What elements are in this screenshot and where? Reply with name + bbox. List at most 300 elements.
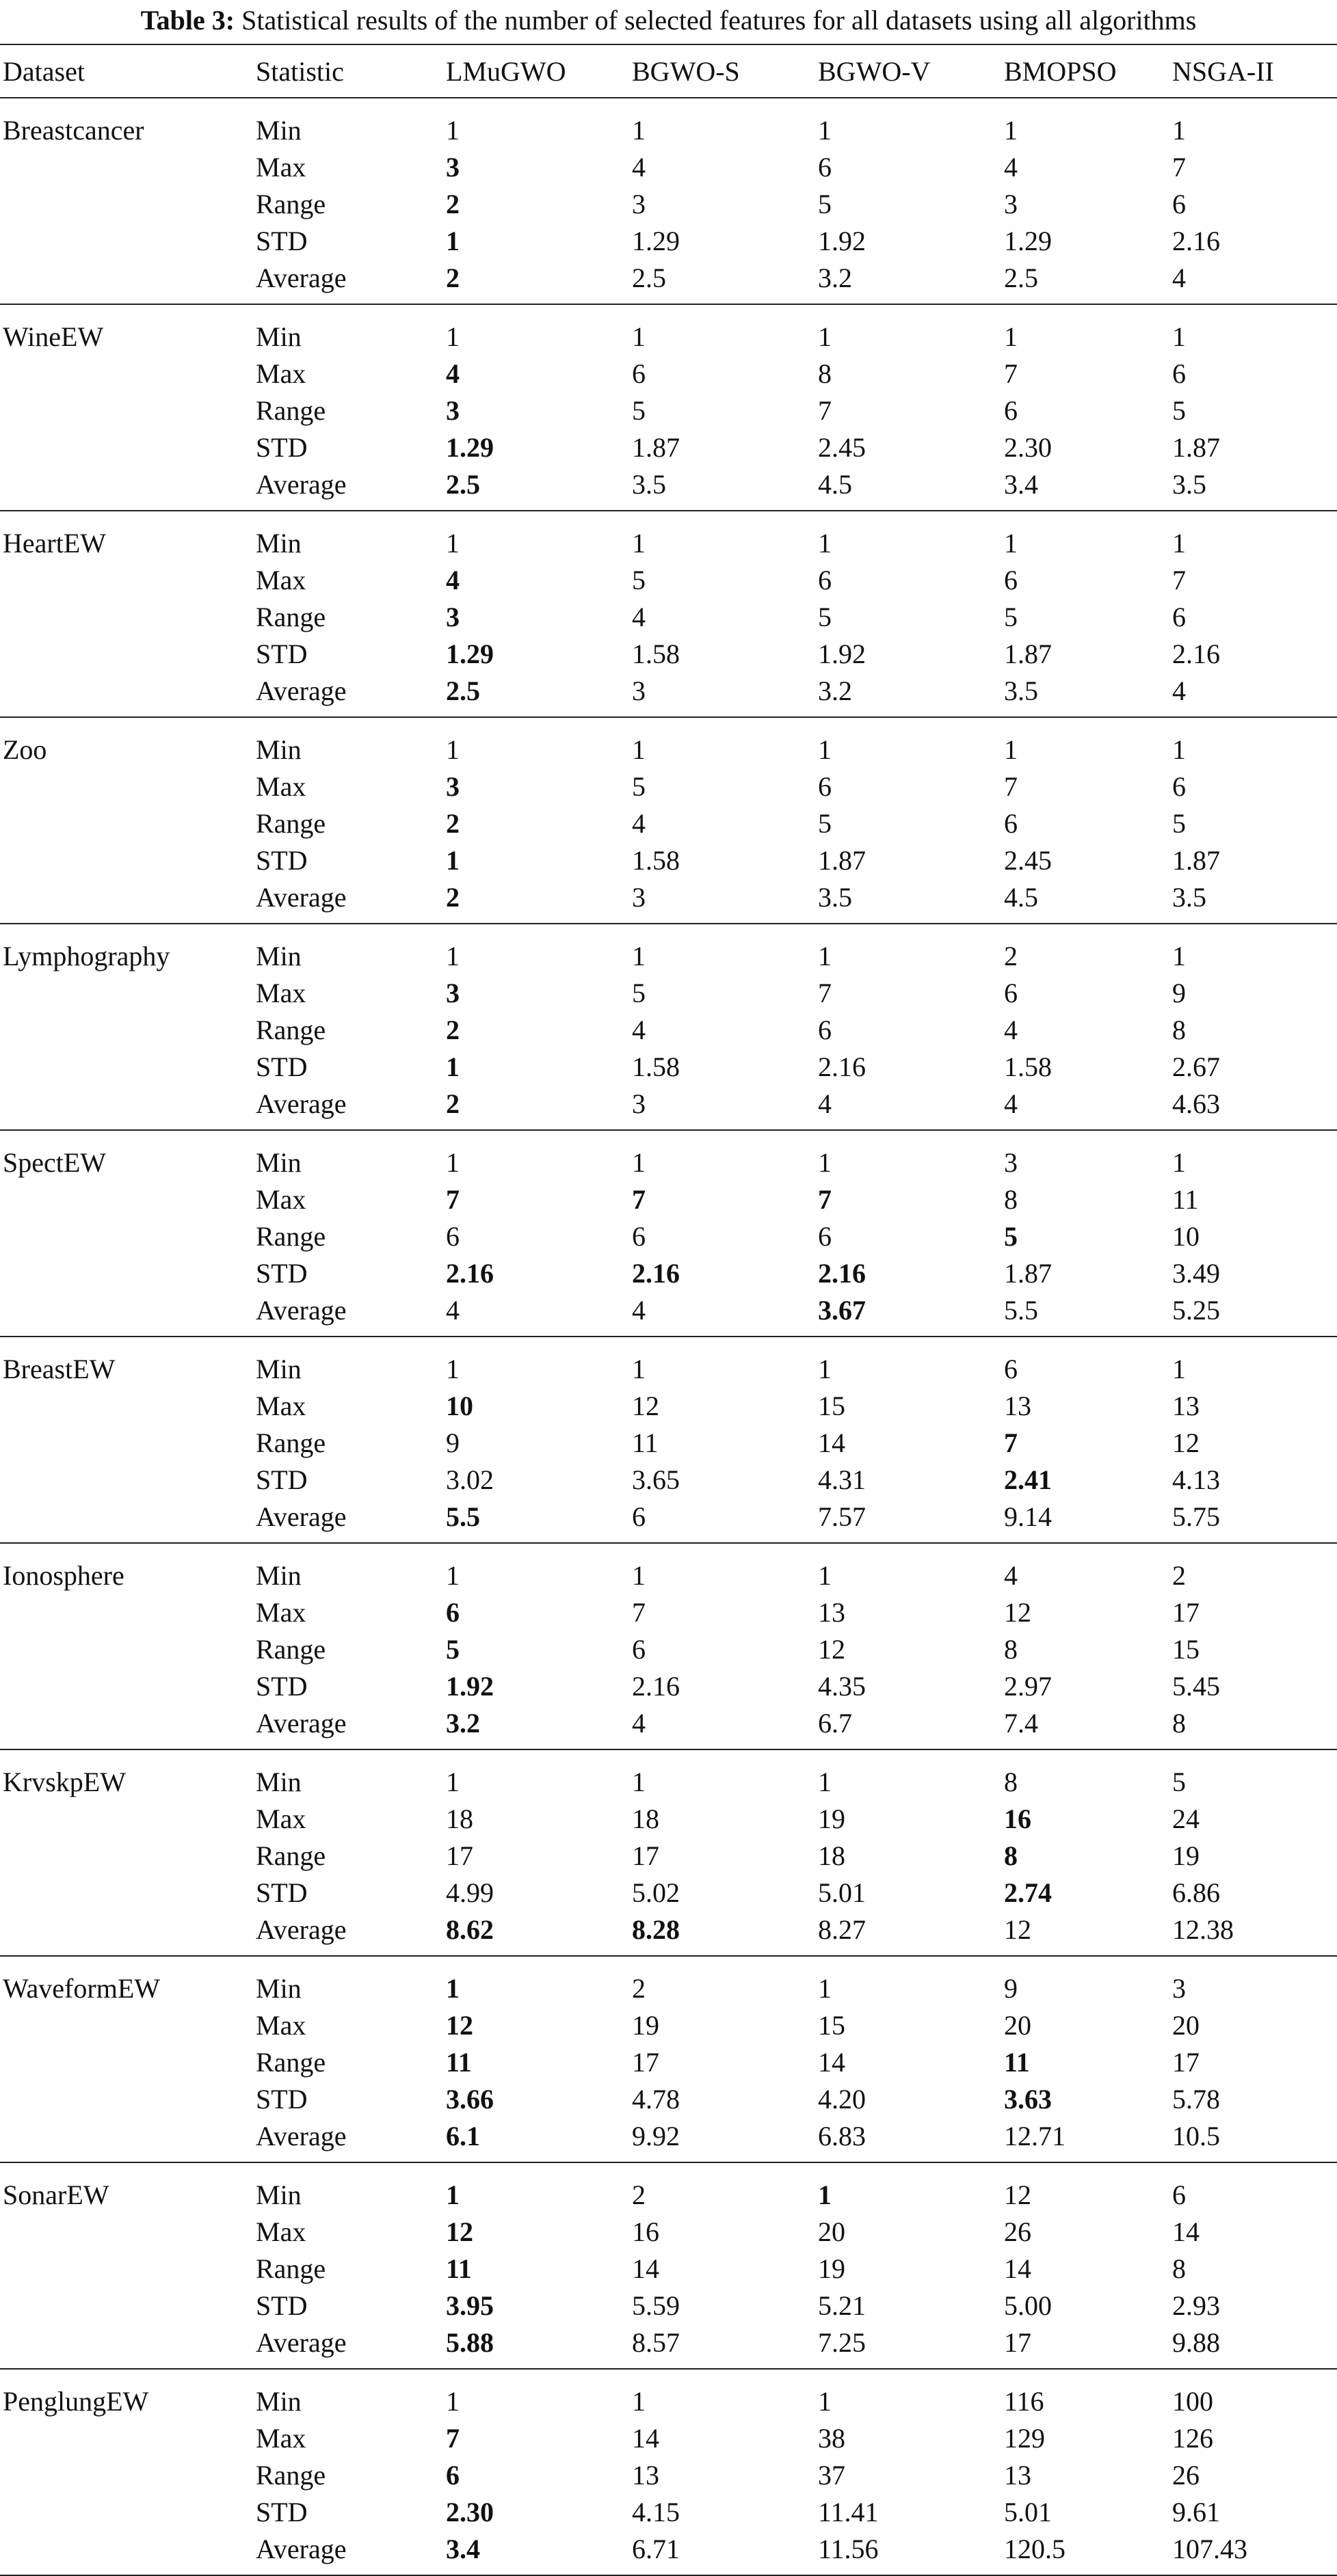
header-dataset: Dataset xyxy=(0,44,253,98)
value-cell: 4.78 xyxy=(632,2084,680,2115)
value-cell: 1 xyxy=(632,115,646,146)
value-cell: 7 xyxy=(632,1597,646,1628)
statistic-label: Max xyxy=(256,152,306,183)
value-cell: 9.61 xyxy=(1172,2497,1220,2527)
value-cell: 2.16 xyxy=(632,1671,680,1702)
value-cell: 18 xyxy=(818,1840,845,1871)
dataset-name: WineEW xyxy=(3,321,104,352)
value-cell: 4 xyxy=(1001,1086,1169,1130)
value-cell: 1.58 xyxy=(1004,1051,1052,1082)
value-cell: 17 xyxy=(1172,2047,1200,2078)
dataset-cell-empty xyxy=(0,1049,253,1086)
value-cell: 12 xyxy=(1172,1427,1200,1458)
value-cell: 1 xyxy=(446,845,460,876)
value-cell: 12 xyxy=(446,2010,473,2041)
value-cell: 3 xyxy=(446,152,460,183)
statistic-label: Min xyxy=(256,2386,302,2417)
value-cell: 20 xyxy=(1172,2010,1200,2041)
statistic-label: Min xyxy=(256,1973,302,2004)
dataset-name: Zoo xyxy=(3,734,47,765)
table-row xyxy=(0,2214,1337,2251)
value-cell: 1 xyxy=(818,1560,832,1591)
table-row xyxy=(0,1218,1337,1255)
value-cell: 6 xyxy=(1172,602,1186,632)
value-cell: 3 xyxy=(1004,189,1018,219)
value-cell: 1 xyxy=(632,941,646,971)
value-cell: 6 xyxy=(1004,395,1018,426)
value-cell: 4 xyxy=(632,808,646,839)
value-cell: 1 xyxy=(446,226,460,256)
value-cell: 7.25 xyxy=(815,2324,1001,2369)
dataset-cell-empty xyxy=(0,673,253,717)
value-cell: 3 xyxy=(446,771,460,802)
value-cell: 17 xyxy=(632,1840,659,1871)
value-cell: 1 xyxy=(818,115,832,146)
value-cell: 5.5 xyxy=(1001,1292,1169,1337)
value-cell: 7 xyxy=(446,1184,460,1215)
value-cell: 6 xyxy=(632,1221,646,1252)
statistic-label: STD xyxy=(256,1671,308,1702)
table-row xyxy=(0,717,1337,768)
statistic-label: STD xyxy=(256,2084,308,2115)
table-row xyxy=(0,842,1337,879)
table-row xyxy=(0,2251,1337,2287)
value-cell: 1 xyxy=(632,1354,646,1384)
statistic-label: Average xyxy=(253,1086,443,1130)
value-cell: 12 xyxy=(446,2216,473,2247)
value-cell: 17 xyxy=(1001,2324,1169,2369)
value-cell: 1 xyxy=(446,321,460,352)
value-cell: 3.5 xyxy=(1001,673,1169,717)
value-cell: 2.16 xyxy=(1172,226,1220,256)
dataset-cell-empty xyxy=(0,1218,253,1255)
table-row xyxy=(0,599,1337,636)
value-cell: 5.21 xyxy=(818,2290,866,2321)
dataset-cell-empty xyxy=(0,805,253,842)
value-cell: 4 xyxy=(632,152,646,183)
value-cell: 6 xyxy=(1172,358,1186,389)
value-cell: 6 xyxy=(818,152,832,183)
statistic-label: Max xyxy=(256,2216,306,2247)
header-nsga-ii: NSGA-II xyxy=(1169,44,1337,98)
value-cell: 17 xyxy=(632,2047,659,2078)
value-cell: 7 xyxy=(1004,358,1018,389)
statistic-label: Range xyxy=(256,2253,326,2284)
value-cell: 3.5 xyxy=(629,466,815,511)
table-caption xyxy=(0,0,1337,44)
dataset-name: WaveformEW xyxy=(3,1973,160,2004)
table-row xyxy=(0,260,1337,304)
value-cell: 1 xyxy=(1172,1147,1186,1178)
value-cell: 1 xyxy=(632,528,646,559)
value-cell: 1.87 xyxy=(1004,639,1052,669)
dataset-cell-empty xyxy=(0,2324,253,2369)
statistic-label: Max xyxy=(256,1184,306,1215)
value-cell: 13 xyxy=(1004,1391,1031,1421)
value-cell: 4.35 xyxy=(818,1671,866,1702)
value-cell: 8 xyxy=(1172,2253,1186,2284)
table-row xyxy=(0,2494,1337,2531)
value-cell: 4 xyxy=(446,565,460,595)
value-cell: 1 xyxy=(1172,528,1186,559)
value-cell: 19 xyxy=(1172,1840,1200,1871)
statistic-label: STD xyxy=(256,1877,308,1908)
statistic-label: STD xyxy=(256,1051,308,1082)
statistic-label: Min xyxy=(256,941,302,971)
table-caption-text: Statistical results of the number of selected features for all datasets using all algorithms xyxy=(241,5,1197,36)
statistic-label: Range xyxy=(256,189,326,219)
table-row xyxy=(0,429,1337,466)
value-cell: 1.92 xyxy=(818,226,866,256)
table-row xyxy=(0,2081,1337,2118)
value-cell: 8 xyxy=(1169,1705,1337,1749)
value-cell: 7 xyxy=(1004,1427,1018,1458)
statistic-label: Max xyxy=(256,565,306,595)
value-cell: 5 xyxy=(1172,395,1186,426)
value-cell: 13 xyxy=(1004,2460,1031,2491)
value-cell: 11.56 xyxy=(815,2531,1001,2575)
value-cell: 3.5 xyxy=(815,879,1001,924)
value-cell: 12.71 xyxy=(1001,2118,1169,2162)
statistic-label: Range xyxy=(256,1427,326,1458)
value-cell: 1 xyxy=(818,528,832,559)
value-cell: 2.16 xyxy=(446,1258,494,1289)
value-cell: 1 xyxy=(1172,321,1186,352)
value-cell: 7.57 xyxy=(815,1499,1001,1543)
value-cell: 5 xyxy=(1004,602,1018,632)
dataset-cell-empty xyxy=(0,1292,253,1337)
value-cell: 1 xyxy=(632,1767,646,1797)
dataset-cell-empty xyxy=(0,975,253,1012)
value-cell: 1 xyxy=(446,1767,460,1797)
value-cell: 2.5 xyxy=(443,673,629,717)
header-bmopso: BMOPSO xyxy=(1001,44,1169,98)
value-cell: 6 xyxy=(446,1221,460,1252)
value-cell: 19 xyxy=(632,2010,659,2041)
value-cell: 5 xyxy=(818,602,832,632)
value-cell: 3.5 xyxy=(1169,466,1337,511)
dataset-cell-empty xyxy=(0,223,253,260)
value-cell: 1 xyxy=(446,734,460,765)
value-cell: 2.16 xyxy=(818,1258,866,1289)
value-cell: 2 xyxy=(443,1086,629,1130)
value-cell: 5.02 xyxy=(632,1877,680,1908)
value-cell: 10 xyxy=(1172,1221,1200,1252)
value-cell: 8.27 xyxy=(815,1911,1001,1956)
value-cell: 10.5 xyxy=(1169,2118,1337,2162)
value-cell: 6.83 xyxy=(815,2118,1001,2162)
value-cell: 12 xyxy=(1001,1911,1169,1956)
value-cell: 5.88 xyxy=(443,2324,629,2369)
header-lmugwo: LMuGWO xyxy=(443,44,629,98)
value-cell: 14 xyxy=(632,2253,659,2284)
table-row xyxy=(0,2044,1337,2081)
table-row xyxy=(0,924,1337,975)
value-cell: 5 xyxy=(818,808,832,839)
value-cell: 3.4 xyxy=(1001,466,1169,511)
value-cell: 4 xyxy=(1169,260,1337,304)
table-caption-label: Table 3: xyxy=(140,5,235,36)
value-cell: 1.87 xyxy=(1172,845,1220,876)
value-cell: 2.93 xyxy=(1172,2290,1220,2321)
statistic-label: Min xyxy=(256,2179,302,2210)
value-cell: 17 xyxy=(446,1840,473,1871)
dataset-cell-empty xyxy=(0,2044,253,2081)
header-statistic: Statistic xyxy=(253,44,443,98)
dataset-cell-empty xyxy=(0,1705,253,1749)
value-cell: 2.45 xyxy=(818,432,866,463)
statistic-label: STD xyxy=(256,639,308,669)
value-cell: 3 xyxy=(446,395,460,426)
value-cell: 1.29 xyxy=(446,639,494,669)
table-row xyxy=(0,1668,1337,1705)
value-cell: 1 xyxy=(446,1051,460,1082)
value-cell: 13 xyxy=(1172,1391,1200,1421)
value-cell: 20 xyxy=(818,2216,845,2247)
value-cell: 3.49 xyxy=(1172,1258,1220,1289)
value-cell: 6 xyxy=(818,565,832,595)
value-cell: 6.86 xyxy=(1172,1877,1220,1908)
value-cell: 3 xyxy=(629,673,815,717)
value-cell: 3 xyxy=(629,1086,815,1130)
dataset-cell-empty xyxy=(0,1181,253,1218)
dataset-cell-empty xyxy=(0,2494,253,2531)
dataset-cell-empty xyxy=(0,429,253,466)
header-row xyxy=(0,44,1337,98)
dataset-name: Breastcancer xyxy=(3,115,144,146)
dataset-cell-empty xyxy=(0,1594,253,1631)
value-cell: 26 xyxy=(1172,2460,1200,2491)
dataset-cell-empty xyxy=(0,2214,253,2251)
value-cell: 15 xyxy=(818,1391,845,1421)
value-cell: 2.30 xyxy=(446,2497,494,2527)
value-cell: 7 xyxy=(1172,565,1186,595)
value-cell: 11 xyxy=(446,2253,472,2284)
value-cell: 17 xyxy=(1172,1597,1200,1628)
statistic-label: Average xyxy=(253,1499,443,1543)
value-cell: 6.7 xyxy=(815,1705,1001,1749)
value-cell: 12 xyxy=(1004,1597,1031,1628)
value-cell: 2.5 xyxy=(629,260,815,304)
table-row xyxy=(0,636,1337,673)
value-cell: 2.16 xyxy=(818,1051,866,1082)
statistic-label: Average xyxy=(253,2531,443,2575)
value-cell: 12 xyxy=(818,1634,845,1665)
statistic-label: Max xyxy=(256,2423,306,2454)
value-cell: 37 xyxy=(818,2460,845,2491)
dataset-cell-empty xyxy=(0,2457,253,2494)
value-cell: 7 xyxy=(818,978,832,1008)
dataset-cell-empty xyxy=(0,599,253,636)
value-cell: 1.87 xyxy=(1172,432,1220,463)
value-cell: 5.5 xyxy=(443,1499,629,1543)
statistic-label: Range xyxy=(256,395,326,426)
value-cell: 18 xyxy=(632,1803,659,1834)
value-cell: 1 xyxy=(818,1973,832,2004)
statistic-label: Range xyxy=(256,1015,326,1045)
dataset-cell-empty xyxy=(0,466,253,511)
table-row xyxy=(0,1462,1337,1499)
header-bgwo-v: BGWO-V xyxy=(815,44,1001,98)
dataset-cell-empty xyxy=(0,1012,253,1049)
value-cell: 14 xyxy=(818,2047,845,2078)
value-cell: 5.75 xyxy=(1169,1499,1337,1543)
dataset-cell-empty xyxy=(0,1425,253,1462)
statistic-label: Min xyxy=(256,115,302,146)
value-cell: 1 xyxy=(1172,734,1186,765)
value-cell: 3.5 xyxy=(1169,879,1337,924)
statistic-label: Average xyxy=(253,1705,443,1749)
table-row xyxy=(0,2420,1337,2457)
value-cell: 4.5 xyxy=(815,466,1001,511)
value-cell: 6 xyxy=(1004,978,1018,1008)
value-cell: 5.59 xyxy=(632,2290,680,2321)
value-cell: 1.29 xyxy=(1004,226,1052,256)
dataset-cell-empty xyxy=(0,636,253,673)
dataset-cell-empty xyxy=(0,2118,253,2162)
value-cell: 1 xyxy=(818,734,832,765)
table-row xyxy=(0,2457,1337,2494)
table-row xyxy=(0,2324,1337,2369)
table-row xyxy=(0,1130,1337,1181)
table-row xyxy=(0,1543,1337,1594)
table-row xyxy=(0,1425,1337,1462)
value-cell: 2 xyxy=(632,1973,646,2004)
table-row xyxy=(0,562,1337,599)
table-row xyxy=(0,1631,1337,1668)
value-cell: 2 xyxy=(446,189,460,219)
value-cell: 3 xyxy=(446,602,460,632)
value-cell: 1 xyxy=(1172,941,1186,971)
statistic-label: STD xyxy=(256,2290,308,2321)
value-cell: 1 xyxy=(446,1354,460,1384)
value-cell: 9.14 xyxy=(1001,1499,1169,1543)
value-cell: 1.58 xyxy=(632,639,680,669)
value-cell: 2.67 xyxy=(1172,1051,1220,1082)
dataset-name: KrvskpEW xyxy=(3,1767,126,1797)
value-cell: 5 xyxy=(818,189,832,219)
value-cell: 3.63 xyxy=(1004,2084,1052,2115)
value-cell: 7 xyxy=(818,395,832,426)
value-cell: 4.31 xyxy=(818,1464,866,1495)
statistic-label: STD xyxy=(256,1464,308,1495)
dataset-name: Ionosphere xyxy=(3,1560,124,1591)
statistic-label: Min xyxy=(256,734,302,765)
value-cell: 1 xyxy=(1172,1354,1186,1384)
value-cell: 3 xyxy=(446,978,460,1008)
value-cell: 6 xyxy=(632,358,646,389)
value-cell: 3.2 xyxy=(443,1705,629,1749)
value-cell: 5.01 xyxy=(818,1877,866,1908)
table-row xyxy=(0,1838,1337,1875)
value-cell: 1 xyxy=(632,1560,646,1591)
table-row xyxy=(0,1956,1337,2007)
dataset-cell-empty xyxy=(0,355,253,392)
value-cell: 2 xyxy=(443,879,629,924)
table-row xyxy=(0,768,1337,805)
statistic-label: Range xyxy=(256,808,326,839)
table-row xyxy=(0,149,1337,186)
statistic-label: Max xyxy=(256,771,306,802)
table-row xyxy=(0,1911,1337,1956)
value-cell: 1.87 xyxy=(632,432,680,463)
statistic-label: STD xyxy=(256,226,308,256)
value-cell: 8 xyxy=(1004,1184,1018,1215)
dataset-cell-empty xyxy=(0,2420,253,2457)
dataset-name: SonarEW xyxy=(3,2179,109,2210)
table-row xyxy=(0,1705,1337,1749)
value-cell: 11.41 xyxy=(818,2497,879,2527)
value-cell: 19 xyxy=(818,1803,845,1834)
table-row xyxy=(0,511,1337,562)
value-cell: 19 xyxy=(818,2253,845,2284)
value-cell: 126 xyxy=(1172,2423,1213,2454)
value-cell: 6 xyxy=(446,1597,460,1628)
value-cell: 2.16 xyxy=(632,1258,680,1289)
value-cell: 26 xyxy=(1004,2216,1031,2247)
value-cell: 1 xyxy=(818,1767,832,1797)
value-cell: 18 xyxy=(446,1803,473,1834)
table-row xyxy=(0,1181,1337,1218)
value-cell: 1.92 xyxy=(446,1671,494,1702)
value-cell: 15 xyxy=(1172,1634,1200,1665)
value-cell: 14 xyxy=(818,1427,845,1458)
value-cell: 4.63 xyxy=(1169,1086,1337,1130)
value-cell: 1 xyxy=(446,115,460,146)
statistic-label: Range xyxy=(256,1634,326,1665)
dataset-cell-empty xyxy=(0,1875,253,1911)
value-cell: 116 xyxy=(1004,2386,1044,2417)
value-cell: 1 xyxy=(1004,528,1018,559)
value-cell: 6 xyxy=(818,1015,832,1045)
value-cell: 7 xyxy=(818,1184,832,1215)
value-cell: 7 xyxy=(1172,152,1186,183)
table-row xyxy=(0,1086,1337,1130)
value-cell: 3.66 xyxy=(446,2084,494,2115)
value-cell: 4 xyxy=(629,1292,815,1337)
value-cell: 7.4 xyxy=(1001,1705,1169,1749)
value-cell: 8.57 xyxy=(629,2324,815,2369)
header-bgwo-s: BGWO-S xyxy=(629,44,815,98)
statistic-label: Min xyxy=(256,321,302,352)
value-cell: 7 xyxy=(1004,771,1018,802)
value-cell: 6 xyxy=(818,1221,832,1252)
dataset-cell-empty xyxy=(0,186,253,223)
table-row xyxy=(0,2118,1337,2162)
value-cell: 8 xyxy=(1004,1634,1018,1665)
table-row xyxy=(0,355,1337,392)
statistic-label: Range xyxy=(256,2460,326,2491)
value-cell: 6 xyxy=(1004,565,1018,595)
value-cell: 3.65 xyxy=(632,1464,680,1495)
statistic-label: Max xyxy=(256,2010,306,2041)
statistic-label: Average xyxy=(253,466,443,511)
value-cell: 5 xyxy=(446,1634,460,1665)
value-cell: 6 xyxy=(1004,808,1018,839)
results-table xyxy=(0,44,1337,2576)
value-cell: 3.67 xyxy=(815,1292,1001,1337)
dataset-cell-empty xyxy=(0,2287,253,2324)
value-cell: 4 xyxy=(1004,152,1018,183)
value-cell: 1.87 xyxy=(1004,1258,1052,1289)
value-cell: 8 xyxy=(1004,1767,1018,1797)
value-cell: 11 xyxy=(1004,2047,1030,2078)
value-cell: 1 xyxy=(818,1147,832,1178)
dataset-cell-empty xyxy=(0,260,253,304)
value-cell: 4 xyxy=(443,1292,629,1337)
value-cell: 8.28 xyxy=(629,1911,815,1956)
value-cell: 5 xyxy=(1172,808,1186,839)
